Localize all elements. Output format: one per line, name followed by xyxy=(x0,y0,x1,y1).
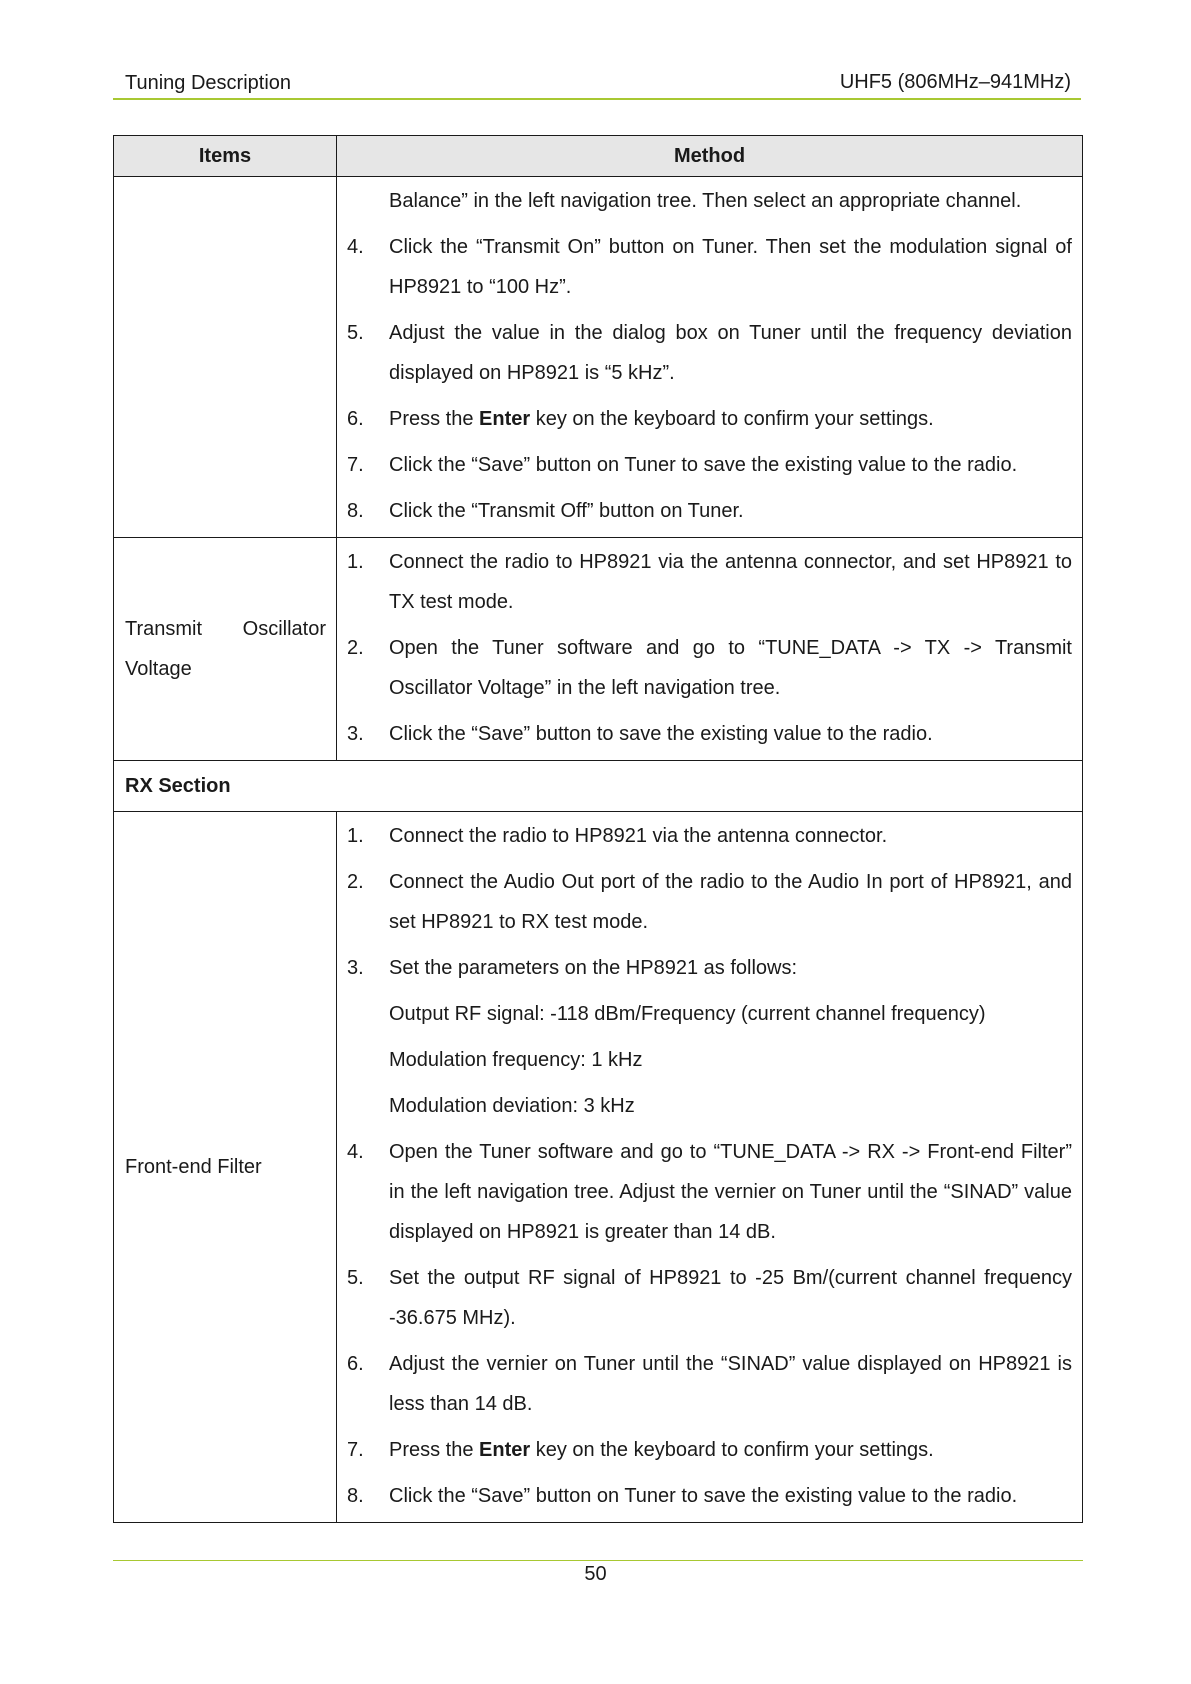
step-item xyxy=(347,628,1072,708)
step-item xyxy=(347,181,1072,221)
table-row xyxy=(114,812,1083,1523)
step-number: 4. xyxy=(347,236,364,258)
step-number: 5. xyxy=(347,322,364,344)
enter-key-label: Enter xyxy=(479,1439,531,1461)
step-item xyxy=(347,1258,1072,1338)
item-cell: Front-end Filter xyxy=(114,812,337,1523)
parameter-line: Output RF signal: -118 dBm/Frequency (current channel frequency) xyxy=(389,1003,986,1025)
step-number: 6. xyxy=(347,408,364,430)
tuning-table xyxy=(113,135,1083,1523)
step-item xyxy=(347,227,1072,307)
step-item xyxy=(347,948,1072,988)
parameter-line: Modulation frequency: 1 kHz xyxy=(389,1049,643,1071)
step-number: 8. xyxy=(347,1485,364,1507)
column-header-method: Method xyxy=(337,136,1083,177)
step-text: Click the “Transmit Off” button on Tuner. xyxy=(389,500,744,522)
step-text: Click the “Save” button on Tuner to save the existing value to the radio. xyxy=(389,454,1018,476)
step-text: Click the “Save” button on Tuner to save the existing value to the radio. xyxy=(389,1485,1018,1507)
page-number: 50 xyxy=(584,1563,607,1585)
step-number: 7. xyxy=(347,1439,364,1461)
step-text: Connect the radio to HP8921 via the antenna connector, and set HP8921 to TX test mode. xyxy=(389,551,1072,613)
step-item xyxy=(347,313,1072,393)
section-row xyxy=(114,761,1083,812)
step-text: Connect the Audio Out port of the radio to the Audio In port of HP8921, and set HP8921 to RX test mode. xyxy=(389,871,1072,933)
step-item xyxy=(347,714,1072,754)
header-title: Tuning Description xyxy=(125,72,292,94)
item-cell xyxy=(114,538,337,761)
step-text: Open the Tuner software and go to “TUNE_DATA -> TX -> Transmit Oscillator Voltage” in the left navigation tree. xyxy=(389,637,1072,699)
step-text: Set the parameters on the HP8921 as follows: xyxy=(389,957,798,979)
footer-rule xyxy=(113,1560,1083,1561)
step-list xyxy=(347,542,1072,754)
step-list xyxy=(347,181,1072,531)
item-label-line2: Voltage xyxy=(125,658,192,680)
step-number: 7. xyxy=(347,454,364,476)
section-title: RX Section xyxy=(114,761,1083,812)
step-item xyxy=(347,1344,1072,1424)
step-text-post: key on the keyboard to confirm your settings. xyxy=(530,408,934,430)
item-label-line1: Transmit Oscillator xyxy=(125,618,326,640)
step-number: 8. xyxy=(347,500,364,522)
column-header-items: Items xyxy=(114,136,337,177)
step-list xyxy=(347,816,1072,1516)
step-item xyxy=(347,445,1072,485)
step-item xyxy=(347,1430,1072,1470)
parameter-line: Modulation deviation: 3 kHz xyxy=(389,1095,635,1117)
step-item xyxy=(347,816,1072,856)
method-cell xyxy=(337,812,1083,1523)
step-number: 3. xyxy=(347,723,364,745)
step-item xyxy=(347,1132,1072,1252)
step-text: Click the “Save” button to save the existing value to the radio. xyxy=(389,723,933,745)
step-text-pre: Press the xyxy=(389,1439,480,1461)
enter-key-label: Enter xyxy=(479,408,531,430)
step-text: Click the “Transmit On” button on Tuner. Then set the modulation signal of HP8921 to “100 Hz”. xyxy=(389,236,1072,298)
page-header xyxy=(113,66,1081,100)
table-row xyxy=(114,538,1083,761)
step-text-pre: Press the xyxy=(389,408,480,430)
table-header-row xyxy=(114,136,1083,177)
step-item xyxy=(347,1476,1072,1516)
step-item xyxy=(347,399,1072,439)
item-cell xyxy=(114,177,337,538)
step-text: Open the Tuner software and go to “TUNE_DATA -> RX -> Front-end Filter” in the left navigation tree. Adjust the vernier on Tuner until the “SINAD” value displayed on HP8921 is greater than 14 dB. xyxy=(389,1141,1072,1243)
method-cell xyxy=(337,177,1083,538)
step-number: 4. xyxy=(347,1141,364,1163)
header-model: UHF5 (806MHz–941MHz) xyxy=(839,71,1071,93)
step-number: 3. xyxy=(347,957,364,979)
step-number: 2. xyxy=(347,637,364,659)
step-item xyxy=(347,862,1072,942)
step-item xyxy=(347,542,1072,622)
step-number: 5. xyxy=(347,1267,364,1289)
step-text: Adjust the vernier on Tuner until the “SINAD” value displayed on HP8921 is less than 14 dB. xyxy=(389,1353,1072,1415)
step-text-post: key on the keyboard to confirm your settings. xyxy=(530,1439,934,1461)
step-text: Balance” in the left navigation tree. Then select an appropriate channel. xyxy=(389,190,1022,212)
step-item xyxy=(347,491,1072,531)
method-cell xyxy=(337,538,1083,761)
step-text: Connect the radio to HP8921 via the antenna connector. xyxy=(389,825,888,847)
table-row xyxy=(114,177,1083,538)
step-number: 6. xyxy=(347,1353,364,1375)
step-number: 1. xyxy=(347,825,364,847)
step-text: Adjust the value in the dialog box on Tuner until the frequency deviation displayed on HP8921 is “5 kHz”. xyxy=(389,322,1072,384)
step-number: 1. xyxy=(347,551,364,573)
step-text: Set the output RF signal of HP8921 to -25 Bm/(current channel frequency -36.675 MHz). xyxy=(389,1267,1072,1329)
step-number: 2. xyxy=(347,871,364,893)
